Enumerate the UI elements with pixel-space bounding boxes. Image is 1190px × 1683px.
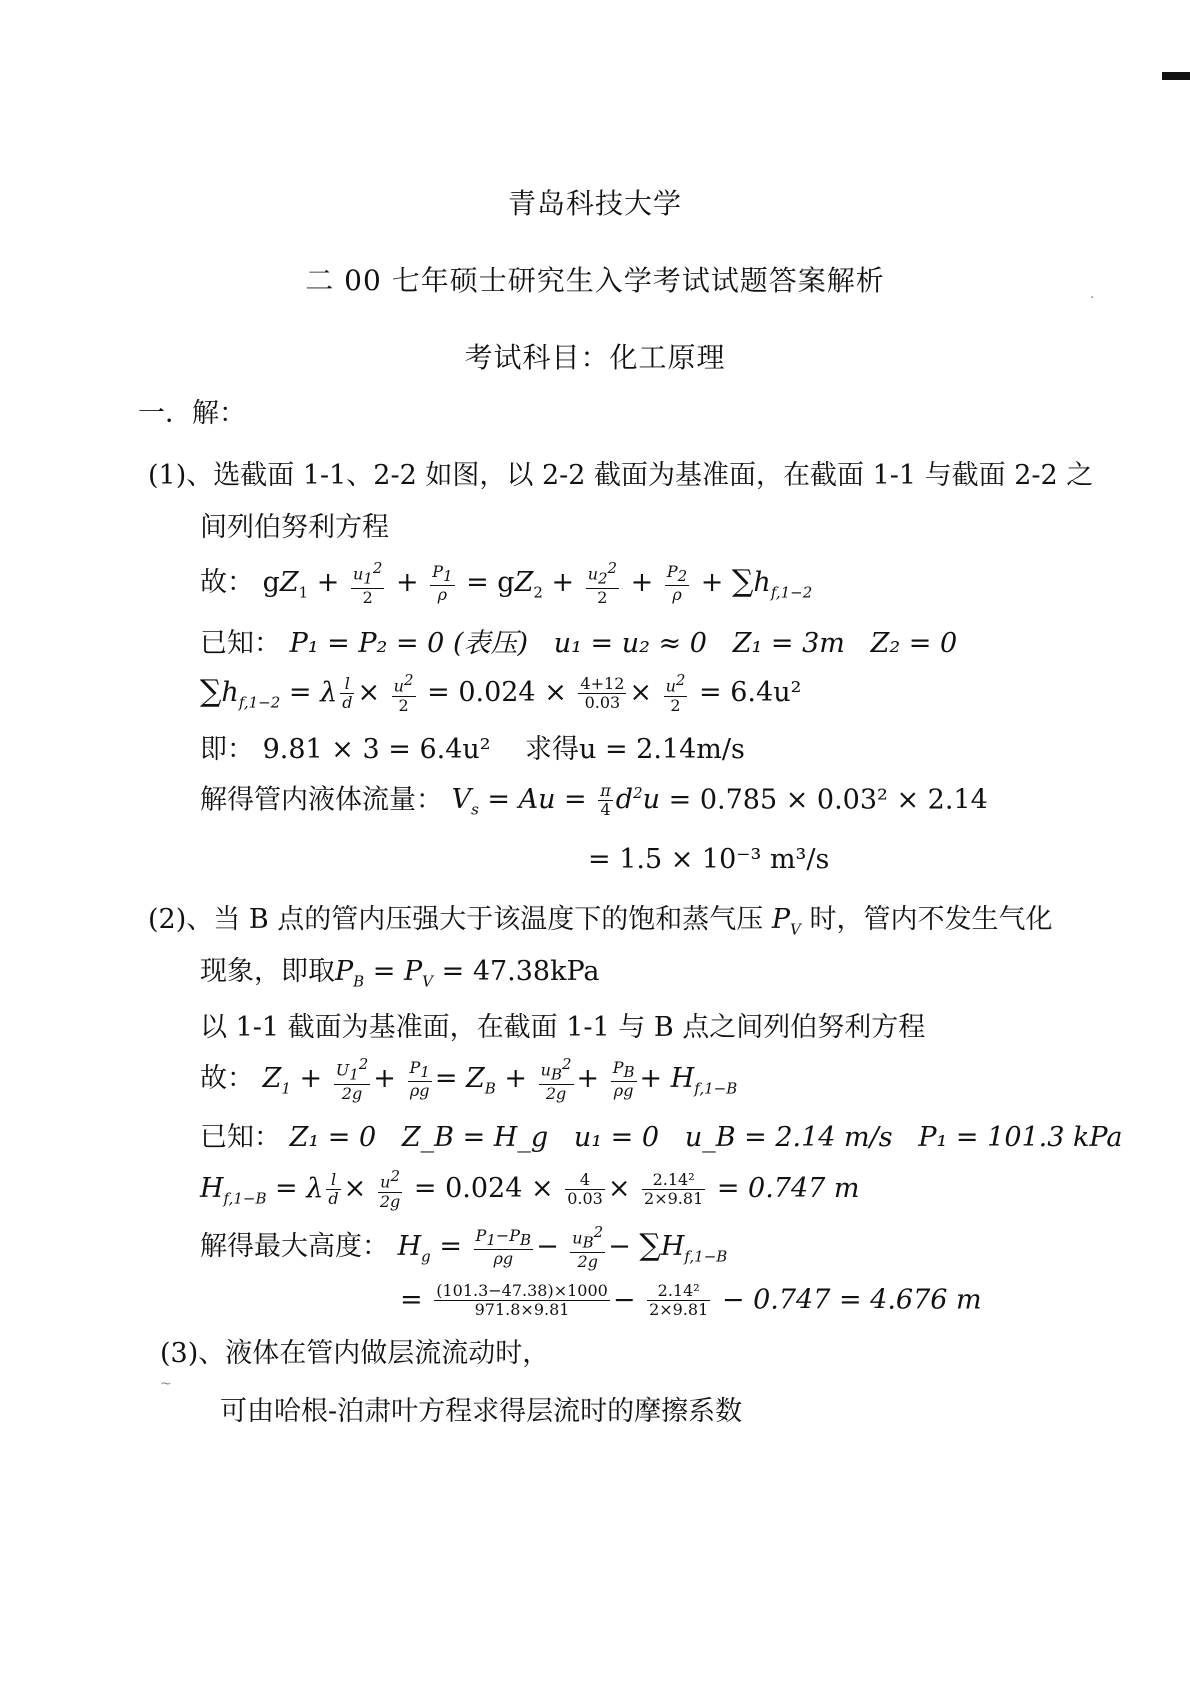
part2-known-values: 已知： Z₁ = 0 Z_B = H_g u₁ = 0 u_B = 2.14 m/s P₁ = 101.3 kPa xyxy=(200,1122,1123,1153)
section-label: 一．解： xyxy=(138,398,246,429)
part2-intro-line1: (2)、当 B 点的管内压强大于该温度下的饱和蒸气压 $P_V$ 时，管内不发生气化 xyxy=(148,904,1053,939)
part2-intro-line3: 以 1-1 截面为基准面，在截面 1-1 与 B 点之间列伯努利方程 xyxy=(200,1012,926,1043)
scan-speck: ~ xyxy=(160,1376,172,1392)
part1-friction-loss: $\sum h_{f,1-2} = \lambda$ $\frac{l}{d}$ × $\frac{u^2}{2}$ = 0.024 × $\frac{4+12}{0.03}$ × $\frac{u^2}{2}$ = 6.4u² xyxy=(200,671,802,715)
part1-flow-rate: 解得管内液体流量： $V_s = Au$ = $\frac{\pi}{4}$ $d^2u = 0.785 \times 0.03^2 \times 2.14$ xyxy=(200,781,988,820)
part2-intro-line2: 现象，即取$P_B = P_V = 47.38kPa$ xyxy=(200,956,600,991)
part1-known-values: 已知： P₁ = P₂ = 0 (表压) u₁ = u₂ ≈ 0 Z₁ = 3m Z₂ = 0 xyxy=(200,628,958,659)
scan-edge-mark xyxy=(1162,72,1190,80)
part3-line1: (3)、液体在管内做层流流动时， xyxy=(160,1338,550,1369)
part1-solve-velocity: 即： 9.81 × 3 = 6.4u² 求得u = 2.14m/s xyxy=(200,734,745,765)
part1-bernoulli-equation: 故： $gZ_1$ + $\frac{u_1^2}{2}$ + $\frac{P_1}{\rho}$ = $gZ_2$ + $\frac{u_2^2}{2}$ + $\frac{P_2}{\rho}$ + $\sum h_{f,1-2}$ xyxy=(200,559,813,607)
part2-friction-loss: $H_{f,1-B} = \lambda$ $\frac{l}{d}$ × $\frac{u^2}{2g}$ = 0.024 × $\frac{4}{0.03}$ × $\frac{\text{2.14²}}{2\times 9.81}$ = 0.747 m xyxy=(200,1167,860,1211)
university-name: 青岛科技大学 xyxy=(507,187,682,220)
part1-intro-line1: (1)、选截面 1-1、2-2 如图，以 2-2 截面为基准面，在截面 1-1 与截面 2-2 之 xyxy=(148,460,1094,491)
part2-height-calc: = $\frac{(101.3-47.38)\times 1000}{971.8\times 9.81}$ − $\frac{\text{2.14²}}{2\times 9.81}$ − 0.747 = 4.676 m xyxy=(400,1281,982,1320)
scan-speck: · xyxy=(1090,290,1095,306)
part2-max-height: 解得最大高度： $H_g$ = $\frac{P_1-P_B}{\rho g}$ − $\frac{u_B^2}{2g}$ − $\sum H_{f,1-B}$ xyxy=(200,1223,728,1271)
part3-line2: 可由哈根-泊肃叶方程求得层流时的摩擦系数 xyxy=(220,1396,743,1427)
exam-title: 二 00 七年硕士研究生入学考试试题答案解析 xyxy=(305,264,885,297)
part2-bernoulli-equation: 故： $Z_1$ + $\frac{U_1^2}{2g}$ + $\frac{P_1}{\rho g}$ = $Z_B$ + $\frac{u_B^2}{2g}$ + $\frac{P_B}{\rho g}$ + $H_{f,1-B}$ xyxy=(200,1055,738,1103)
part1-flow-result: = 1.5 × 10⁻³ m³/s xyxy=(588,844,830,875)
eq-prefix: 故： xyxy=(200,567,254,599)
part1-intro-line2: 间列伯努利方程 xyxy=(200,512,389,543)
exam-subject: 考试科目：化工原理 xyxy=(464,341,726,374)
